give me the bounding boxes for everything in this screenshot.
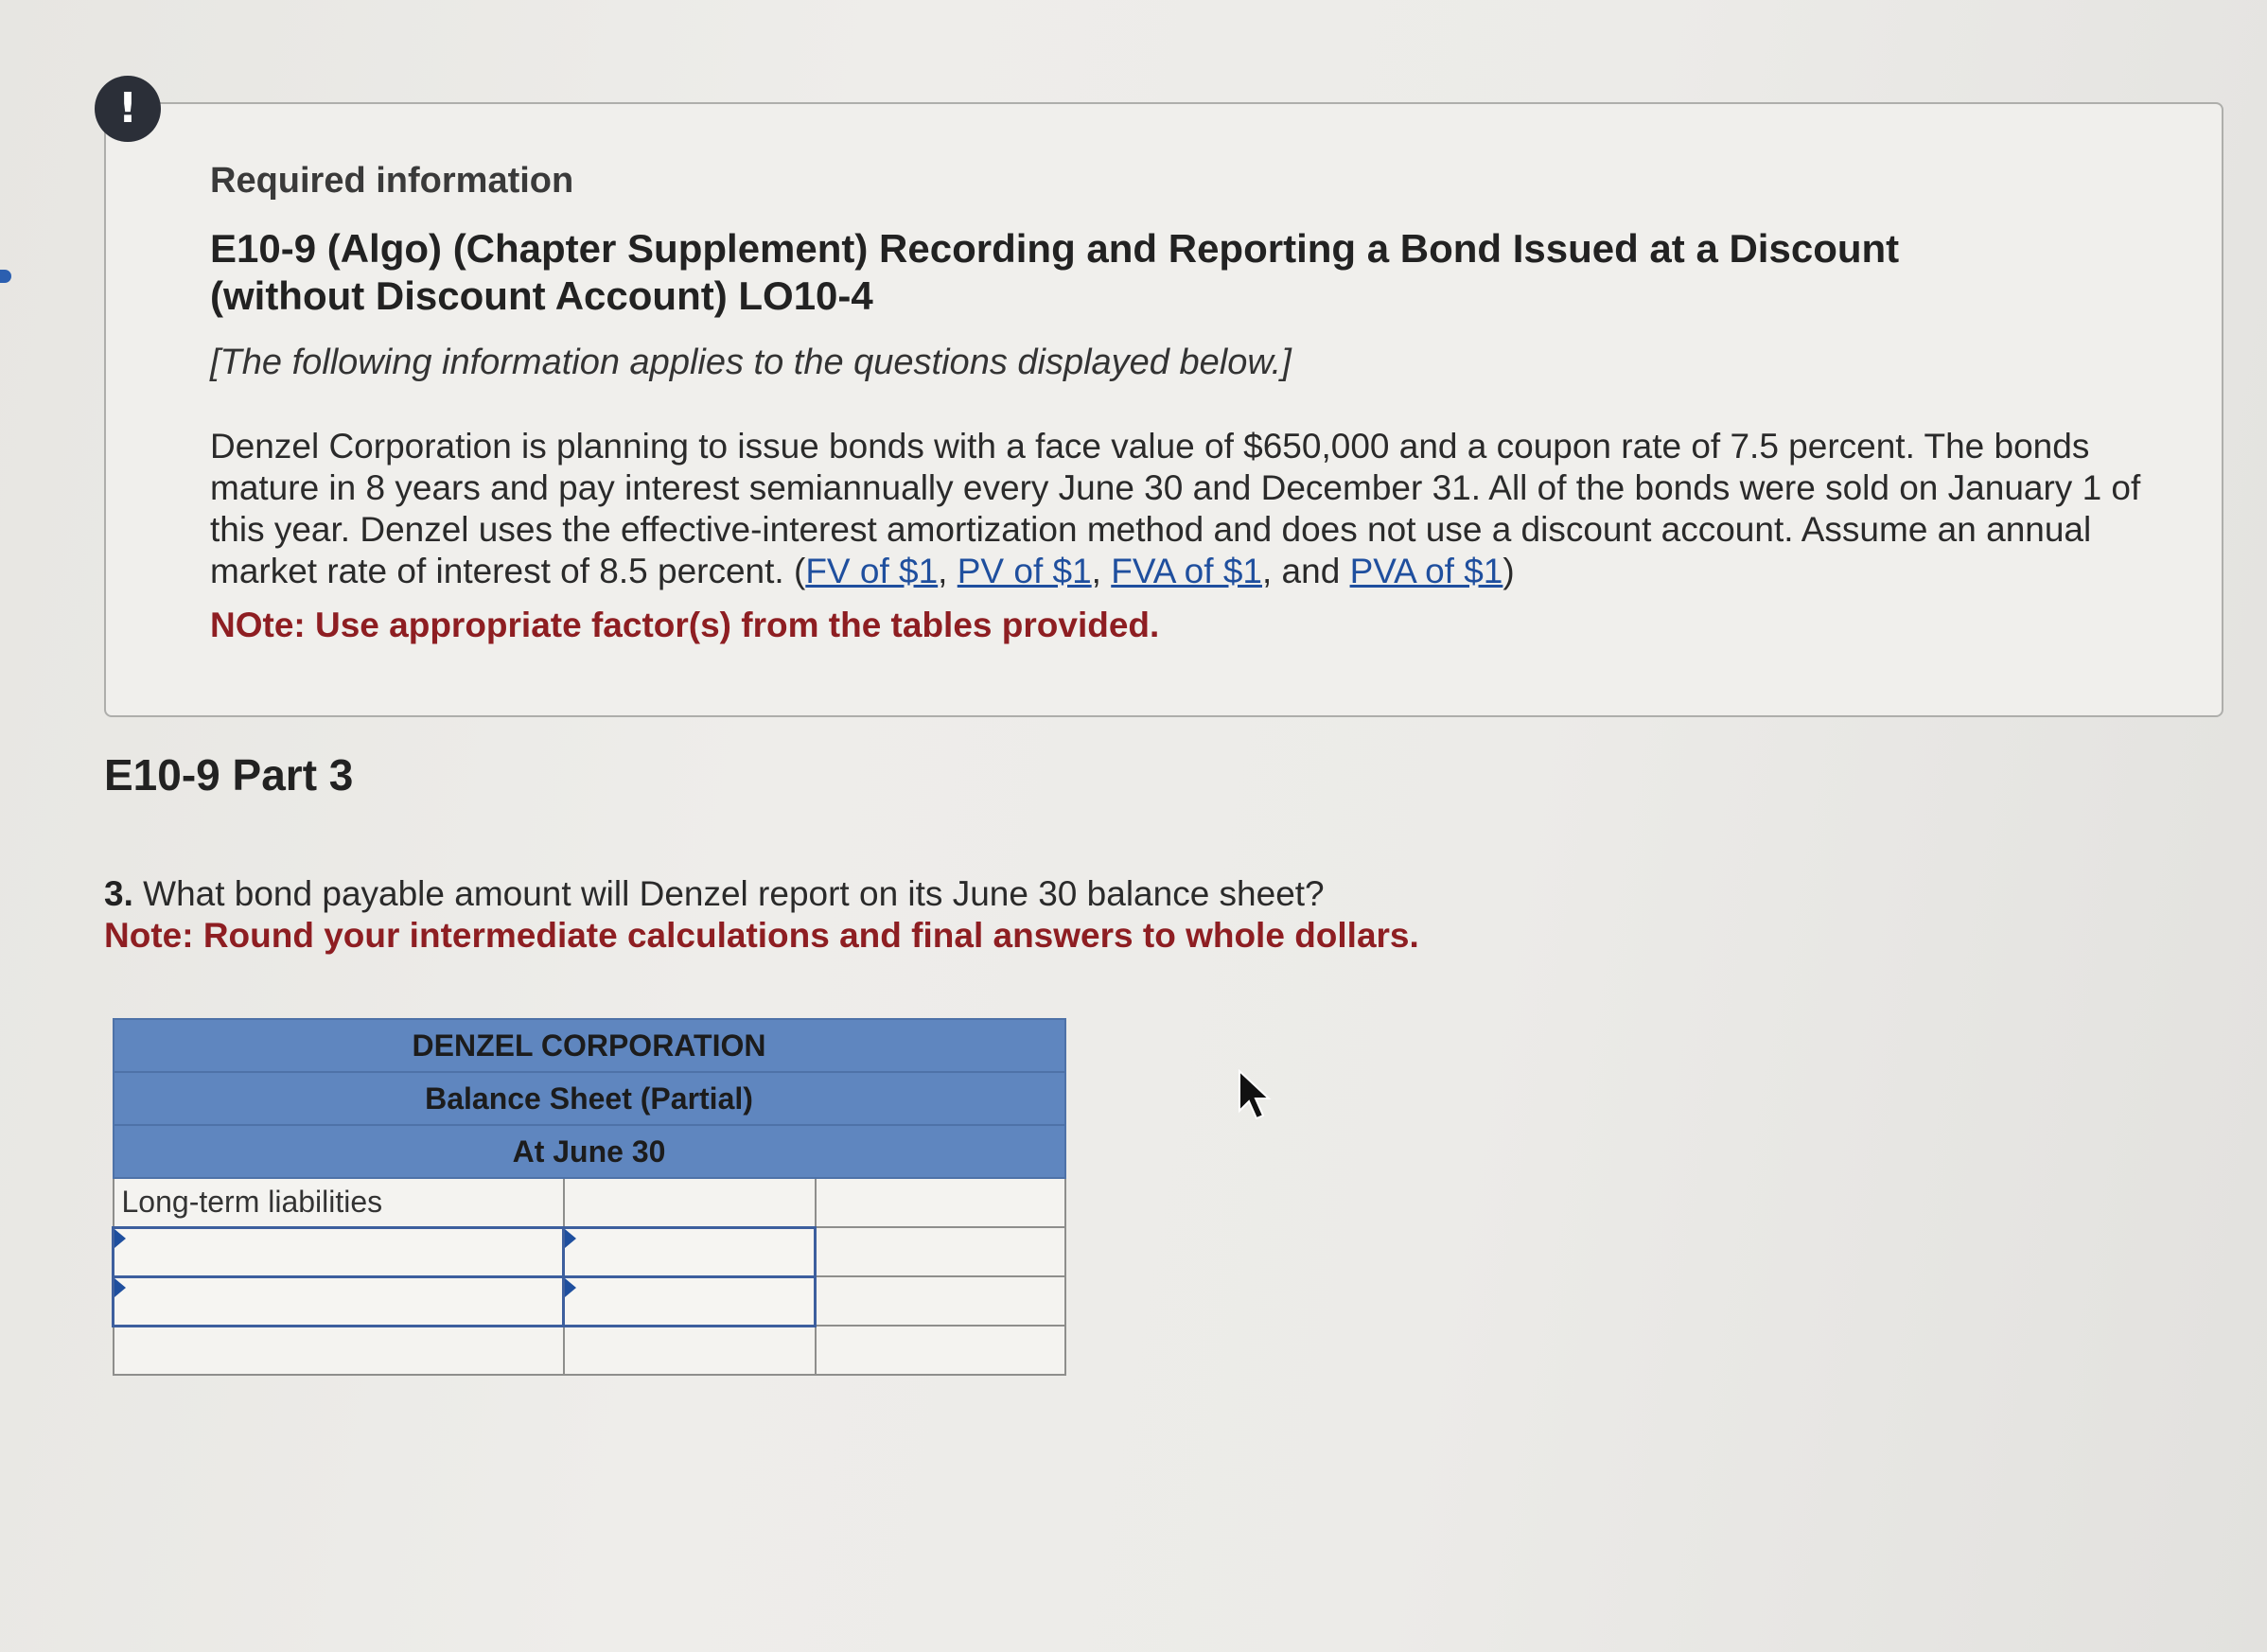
fva-table-link[interactable]: FVA of $1 [1111,552,1262,590]
problem-description: Denzel Corporation is planning to issue bonds with a face value of $650,000 and a coupon rate of 7.5 percent. The bonds mature in 8 years and pay interest semiannually every June 30 and December 31. All of the bonds were sold on January 1 of this year. Denzel uses the effective-interest amortization method and does not use a discount account. Assume an annual market rate of interest of 8.5 percent. (FV of $1, PV of $1, FVA of $1, and PVA of $1) [210,427,2141,590]
statement-date: At June 30 [114,1125,1065,1178]
required-information-label: Required information [210,161,574,201]
section-label: Long-term liabilities [114,1178,564,1227]
question-body: What bond payable amount will Denzel report on its June 30 balance sheet? [143,874,1325,913]
row1-label-input[interactable] [114,1227,564,1276]
balance-sheet-table [112,1018,1066,1376]
row3-total-cell [816,1326,1065,1375]
row1-amount-input[interactable] [564,1227,816,1276]
part-title: E10-9 Part 3 [104,750,354,800]
row1-total-cell [816,1227,1065,1276]
row2-label-input[interactable] [114,1276,564,1326]
mouse-cursor-icon [1236,1069,1274,1122]
applies-note: [The following information applies to the questions displayed below.] [210,343,1292,382]
statement-name: Balance Sheet (Partial) [114,1072,1065,1125]
row3-label-cell [114,1326,564,1375]
alert-icon: ! [95,76,161,142]
description-text: Denzel Corporation is planning to issue bonds with a face value of $650,000 and a coupon rate of 7.5 percent. The bonds mature in 8 years and pay interest semiannually every June 30 and December 31. All of the bonds were sold on January 1 of this year. Denzel uses the effective-interest amortization method and does not use a discount account. Assume an annual market rate of interest of 8.5 percent. [210,427,2141,590]
edge-marker [0,270,11,283]
row3-amount-cell [564,1326,816,1375]
factor-note: NOte: Use appropriate factor(s) from the tables provided. [210,606,1160,644]
problem-title: E10-9 (Algo) (Chapter Supplement) Recording and Reporting a Bond Issued at a Discount (without Discount Account) LO10-4 [210,226,1900,318]
rounding-note: Note: Round your intermediate calculations and final answers to whole dollars. [104,916,1419,955]
row2-amount-input[interactable] [564,1276,816,1326]
section-total-cell [816,1178,1065,1227]
question-text [104,874,1325,914]
section-amount-cell [564,1178,816,1227]
pva-table-link[interactable]: PVA of $1 [1349,552,1503,590]
pv-table-link[interactable]: PV of $1 [957,552,1092,590]
row2-total-cell [816,1276,1065,1326]
fv-table-link[interactable]: FV of $1 [805,552,939,590]
company-name: DENZEL CORPORATION [114,1019,1065,1072]
question-number: 3. [104,874,133,913]
